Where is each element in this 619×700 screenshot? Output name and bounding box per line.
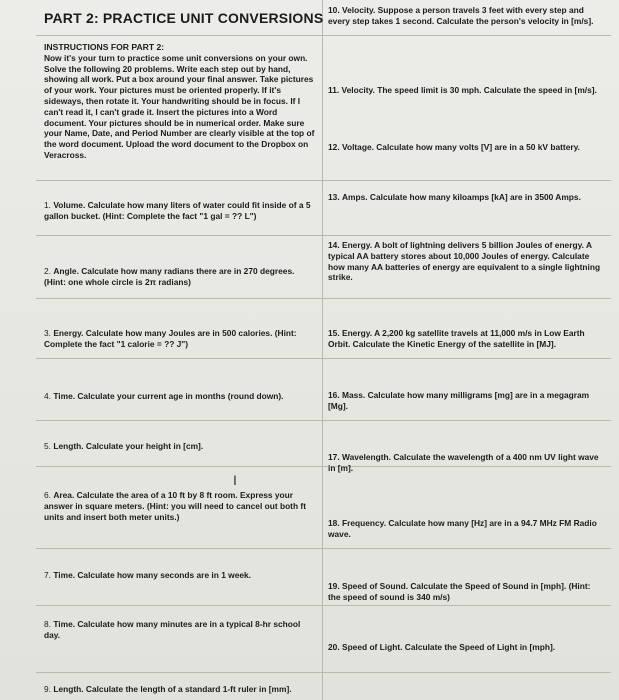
question-18: 18. Frequency. Calculate how many [Hz] are in a 94.7 MHz FM Radio wave. [328,518,597,539]
question-5: 5. Length. Calculate your height in [cm]. [44,441,204,451]
question-12: 12. Voltage. Calculate how many volts [V] are in a 50 kV battery. [328,142,580,152]
row-divider [36,35,611,36]
question-10: 10. Velocity. Suppose a person travels 3 feet with every step and every step takes 1 second. Calculate the person's velocity in [m/s]. [328,5,594,26]
question-16: 16. Mass. Calculate how many milligrams [mg] are in a megagram [Mg]. [328,390,590,411]
question-8: 8. Time. Calculate how many minutes are in a typical 8-hr school day. [44,619,301,640]
row-divider [36,180,611,181]
question-14: 14. Energy. A bolt of lightning delivers 5 billion Joules of energy. A typical AA battery stores about 10,000 Joules of energy. Calculate how many AA batteries of energy are equivalent to a single lightning strike. [328,240,601,283]
row-divider [36,672,611,673]
question-6: 6. Area. Calculate the area of a 10 ft by 8 ft room. Express your answer in square meters. (Hint: you will need to cancel out both ft units and insert both meter units.) [44,490,306,522]
question-9: 9. Length. Calculate the length of a standard 1-ft ruler in [mm]. [44,684,292,694]
question-11: 11. Velocity. The speed limit is 30 mph. Calculate the speed in [m/s]. [328,85,597,95]
question-15: 15. Energy. A 2,200 kg satellite travels at 11,000 m/s in Low Earth Orbit. Calculate the Kinetic Energy of the satellite in [MJ]. [328,328,585,349]
row-divider [36,420,611,421]
row-divider [36,605,611,606]
instructions-heading: INSTRUCTIONS FOR PART 2: [44,42,165,52]
question-7: 7. Time. Calculate how many seconds are in 1 week. [44,570,251,580]
question-1: 1. Volume. Calculate how many liters of water could fit inside of a 5 gallon bucket. (Hint: Complete the fact "1 gal = ?? L") [44,200,311,221]
page-title: PART 2: PRACTICE UNIT CONVERSIONS [44,10,324,26]
question-19: 19. Speed of Sound. Calculate the Speed of Sound in [mph]. (Hint: the speed of sound is 340 m/s) [328,581,591,602]
question-4: 4. Time. Calculate your current age in months (round down). [44,391,284,401]
question-17: 17. Wavelength. Calculate the wavelength of a 400 nm UV light wave in [m]. [328,452,599,473]
question-2: 2. Angle. Calculate how many radians there are in 270 degrees. (Hint: one whole circle is 2π radians) [44,266,295,287]
row-divider [36,548,611,549]
question-3: 3. Energy. Calculate how many Joules are in 500 calories. (Hint: Complete the fact "1 calorie = ?? J") [44,328,297,349]
row-divider [36,235,611,236]
instructions-block [44,42,316,161]
row-divider [36,358,611,359]
column-divider [322,0,323,700]
row-divider [36,298,611,299]
instructions-body: Now it's your turn to practice some unit conversions on your own. Solve the following 20 problems. Write each step out by hand, showing all work. Put a box around your final answer. Take pictures of your work. Your pictures must be oriented properly. If it's sideways, then rotate it. Your handwriting should be in focus. If I can't read it, I can't grade it. Insert the pictures into a Word document. Your pictures should be in numerical order. Make sure your Name, Date, and Period Number are clearly visible at the top of the word document. Upload the word document to the Dropbox on Veracross. [44,52,315,160]
question-13: 13. Amps. Calculate how many kiloamps [kA] are in 3500 Amps. [328,192,581,202]
text-cursor-icon: I [233,472,237,488]
question-20: 20. Speed of Light. Calculate the Speed of Light in [mph]. [328,642,556,652]
